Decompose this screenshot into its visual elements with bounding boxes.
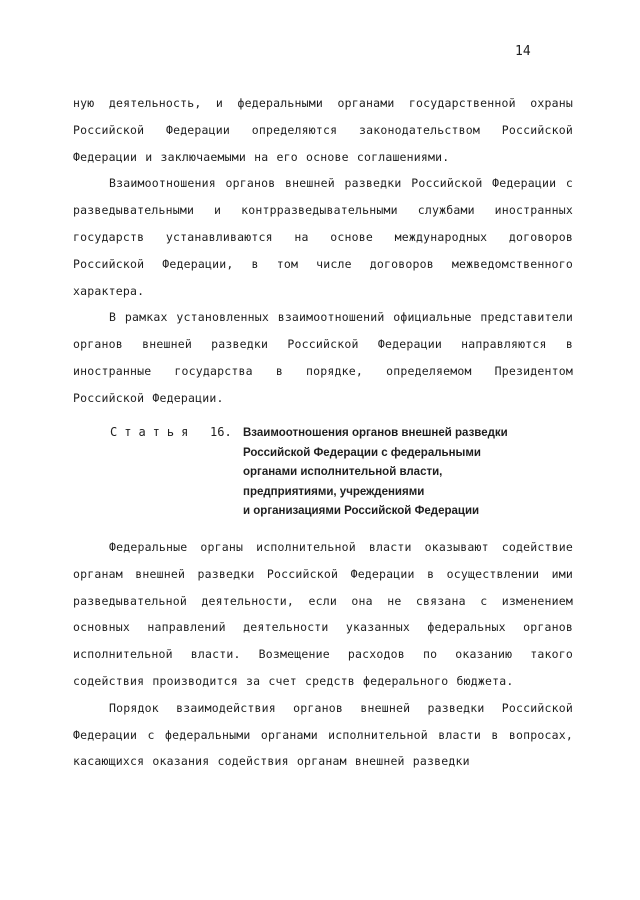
article-title-line: и организациями Российской Федерации xyxy=(243,505,480,517)
bottom-text-block xyxy=(73,534,573,775)
top-text-block xyxy=(73,90,573,412)
paragraph-foreign-services: Взаимоотношения органов внешней разведки Российской Федерации с разведывательными и контрразведывательными службами иностранных государств устанавливаются на основе международных договоров Российской Федерации, в том числе договоров межведомственного характера. xyxy=(73,176,573,298)
paragraph-official-representatives: В рамках установленных взаимоотношений официальные представители органов внешней разведки Российской Федерации направляются в иностранные государства в порядке, определяемом Президентом Российской Федерации. xyxy=(73,310,573,405)
paragraph-continuation: ную деятельность, и федеральными органами государственной охраны Российской Федерации определяются законодательством Российской Федерации и заключаемыми на его основе соглашениями. xyxy=(73,96,573,164)
article-label: Статья xyxy=(110,425,196,439)
page-number: 14 xyxy=(515,44,531,59)
article-title-line: предприятиями, учреждениями xyxy=(243,485,425,498)
article-title xyxy=(243,424,573,522)
article-title-line: Российской Федерации с федеральными xyxy=(243,446,481,459)
paragraph-assistance: Федеральные органы исполнительной власти оказывают содействие органам внешней разведки Российской Федерации в осуществлении ими разведывательной деятельности, если она не связана с изменением основных направлений деятельности указанных федеральных органов исполнительной власти. Возмещение расходов по оказанию такого содействия производится за счет средств федерального бюджета. xyxy=(73,540,573,688)
paragraph-interaction-order: Порядок взаимодействия органов внешней разведки Российской Федерации с федеральными органами исполнительной власти в вопросах, касающихся оказания содействия органам внешней разведки xyxy=(73,700,573,769)
article-title-line: органами исполнительной власти, xyxy=(243,466,443,478)
article-number: 16. xyxy=(210,425,232,439)
article-title-line: Взаимоотношения органов внешней разведки xyxy=(243,427,508,439)
